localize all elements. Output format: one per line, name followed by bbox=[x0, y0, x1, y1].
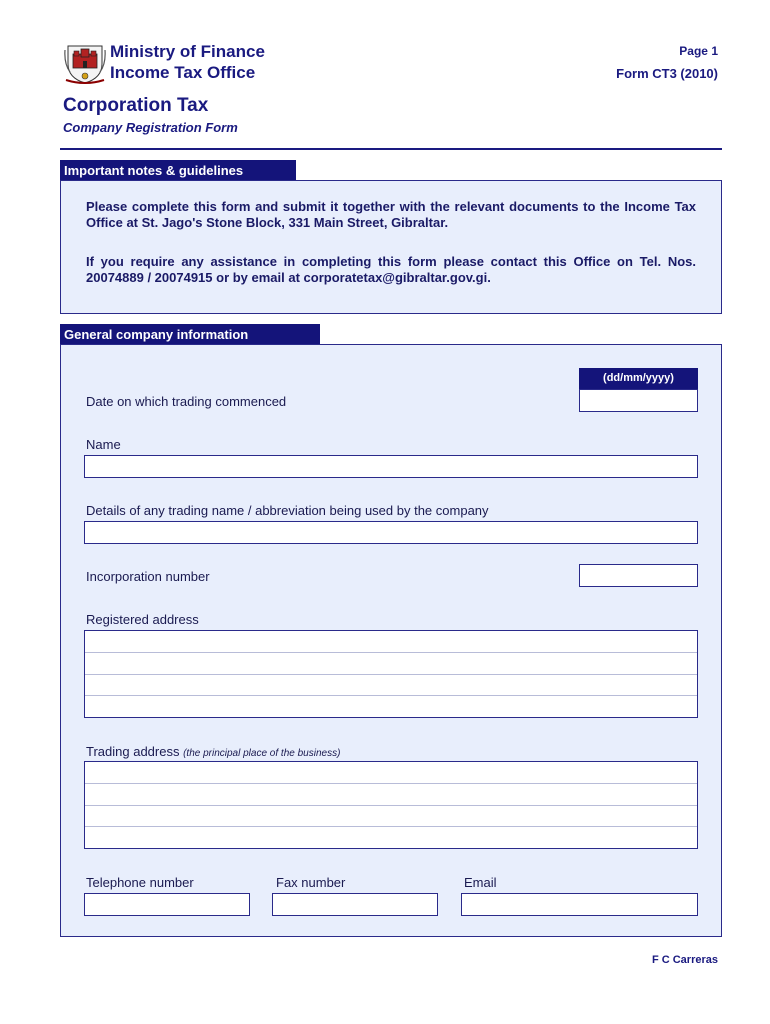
trading-name-label: Details of any trading name / abbreviation being used by the company bbox=[86, 503, 489, 518]
trading-address-line-1[interactable] bbox=[85, 762, 697, 784]
footer-signature: F C Carreras bbox=[651, 954, 718, 966]
notes-paragraph-assistance: If you require any assistance in completing this form please contact this Office on Tel. Nos. 20074889 / 20074915 or by email at corporatetax@gibraltar.gov.gi. bbox=[86, 254, 696, 285]
trading-address-note: (the principal place of the business) bbox=[183, 748, 341, 759]
trading-address-line-2[interactable] bbox=[85, 784, 697, 806]
header-divider bbox=[60, 148, 722, 150]
registered-address-line-1[interactable] bbox=[85, 631, 697, 653]
registered-address-input[interactable] bbox=[84, 630, 698, 718]
email-label: Email bbox=[464, 875, 497, 890]
document-subtitle: Company Registration Form bbox=[63, 120, 238, 135]
company-name-input[interactable] bbox=[84, 455, 698, 478]
general-section-heading: General company information bbox=[60, 324, 320, 345]
notes-section-heading: Important notes & guidelines bbox=[60, 160, 296, 181]
registered-address-line-3[interactable] bbox=[85, 675, 697, 697]
registered-address-label: Registered address bbox=[86, 612, 199, 627]
date-format-header: (dd/mm/yyyy) bbox=[579, 368, 698, 389]
trading-commenced-date-input[interactable] bbox=[579, 389, 698, 412]
fax-label: Fax number bbox=[276, 875, 346, 890]
trading-address-line-3[interactable] bbox=[85, 806, 697, 828]
trading-address-label-text: Trading address bbox=[86, 744, 180, 759]
trading-address-line-4[interactable] bbox=[85, 827, 697, 849]
trading-commenced-label: Date on which trading commenced bbox=[86, 394, 287, 409]
telephone-input[interactable] bbox=[84, 893, 250, 916]
name-label: Name bbox=[86, 437, 121, 452]
gibraltar-crest-logo bbox=[64, 40, 106, 84]
trading-address-input[interactable] bbox=[84, 761, 698, 849]
telephone-label: Telephone number bbox=[86, 875, 194, 890]
ministry-heading bbox=[110, 41, 265, 83]
email-input[interactable] bbox=[461, 893, 698, 916]
fax-input[interactable] bbox=[272, 893, 438, 916]
registered-address-line-2[interactable] bbox=[85, 653, 697, 675]
incorporation-number-label: Incorporation number bbox=[86, 569, 210, 584]
ministry-name: Ministry of Finance bbox=[110, 42, 265, 61]
registered-address-line-4[interactable] bbox=[85, 696, 697, 718]
document-title: Corporation Tax bbox=[63, 95, 209, 116]
trading-address-label bbox=[86, 744, 340, 759]
office-name: Income Tax Office bbox=[110, 63, 256, 82]
notes-paragraph-submit: Please complete this form and submit it together with the relevant documents to the Income Tax Office at St. Jago's Stone Block, 331 Main Street, Gibraltar. bbox=[86, 199, 696, 230]
page-number: Page 1 bbox=[679, 44, 718, 58]
incorporation-number-input[interactable] bbox=[579, 564, 698, 587]
trading-name-input[interactable] bbox=[84, 521, 698, 544]
form-code: Form CT3 (2010) bbox=[616, 66, 718, 81]
